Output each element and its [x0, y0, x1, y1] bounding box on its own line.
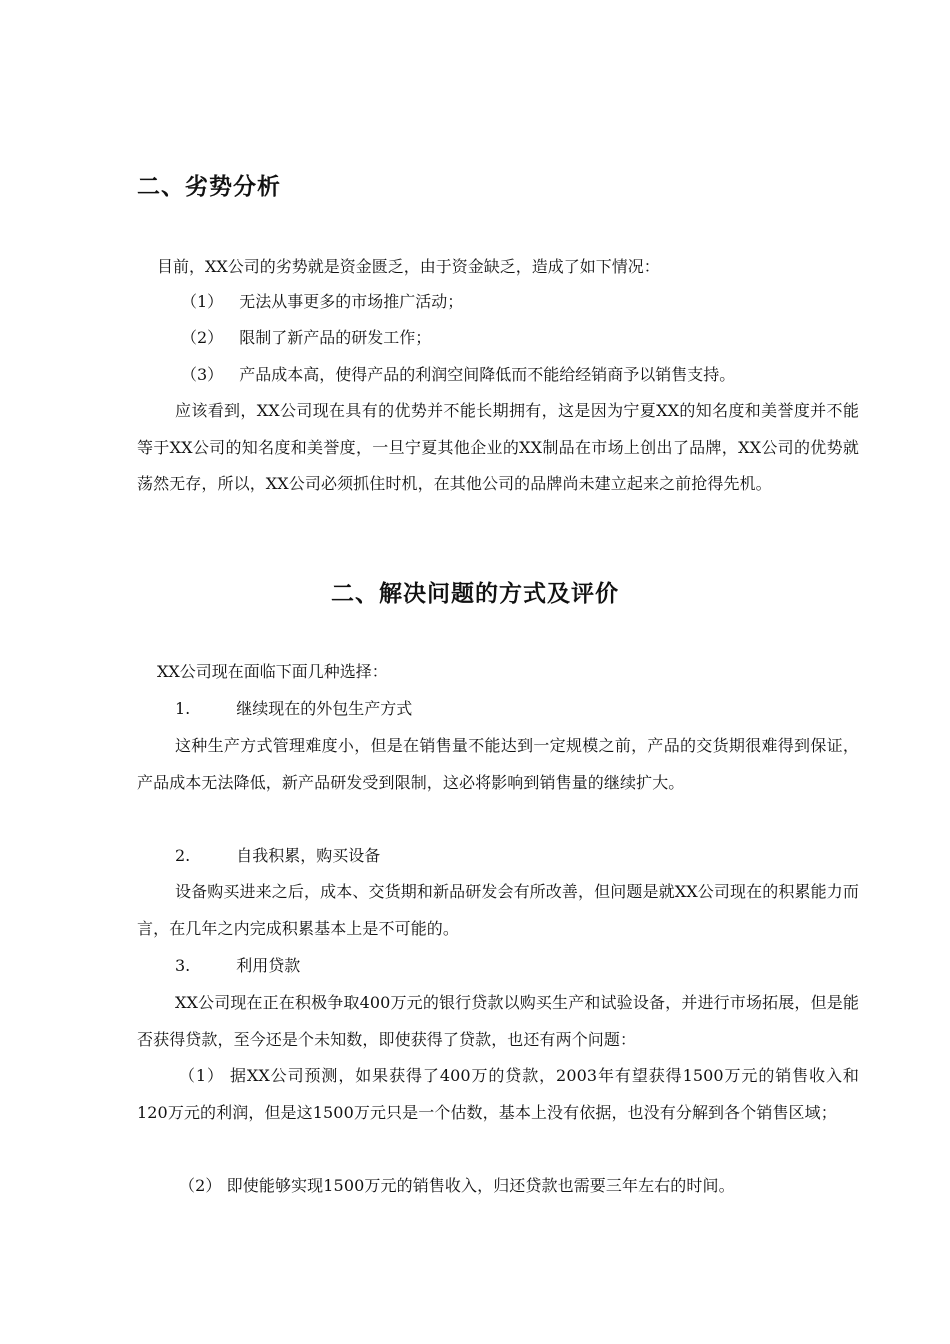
sub-item-text: 据XX公司预测，如果获得了400万的贷款，2003年有望获得1500万元的销售收入和120万元的利润，但是这1500万元只是一个估数，基本上没有依据，也没有分解到各个销售区域；: [137, 1066, 860, 1122]
option-3-description: XX公司现在正在积极争取400万元的银行贷款以购买生产和试验设备，并进行市场拓展，但是能否获得贷款，至今还是个未知数，即使获得了贷款，也还有两个问题：: [137, 993, 859, 1049]
option-number: 1.: [175, 699, 191, 718]
option-3-sub-item-1: [137, 1058, 859, 1131]
item-text: 无法从事更多的市场推广活动；: [239, 292, 464, 311]
weakness-paragraph: 应该看到，XX公司现在具有的优势并不能长期拥有，这是因为宁夏XX的知名度和美誉度并不能等于XX公司的知名度和美誉度，一旦宁夏其他企业的XX制品在市场上创出了品牌，XX公司的优势就荡然无存，所以，XX公司必须抓住时机，在其他公司的品牌尚未建立起来之前抢得先机。: [137, 401, 859, 493]
item-number: （1）: [181, 292, 224, 311]
option-3-title: [175, 954, 300, 978]
weakness-intro: 目前，XX公司的劣势就是资金匮乏，由于资金缺乏，造成了如下情况：: [157, 257, 660, 276]
item-text: 限制了新产品的研发工作；: [239, 328, 432, 347]
option-1-title: [175, 697, 412, 721]
sub-item-number: （2）: [179, 1176, 222, 1195]
section-heading-solutions: 二、解决问题的方式及评价: [331, 581, 619, 607]
option-2-title: [175, 844, 380, 868]
option-title-text: 继续现在的外包生产方式: [236, 699, 413, 718]
option-title-text: 利用贷款: [236, 956, 301, 975]
weakness-item-2: [181, 326, 431, 350]
section-heading-weakness: 二、劣势分析: [137, 174, 281, 200]
option-number: 2.: [175, 846, 191, 865]
option-3-sub-item-2: [137, 1168, 859, 1205]
weakness-item-1: [181, 290, 463, 314]
sub-item-number: （1）: [179, 1066, 224, 1085]
option-1-description: 这种生产方式管理难度小，但是在销售量不能达到一定规模之前，产品的交货期很难得到保证，产品成本无法降低，新产品研发受到限制，这必将影响到销售量的继续扩大。: [137, 736, 859, 792]
item-text: 产品成本高，使得产品的利润空间降低而不能给经销商予以销售支持。: [239, 365, 736, 384]
solutions-intro: XX公司现在面临下面几种选择：: [157, 662, 388, 681]
option-2-description: 设备购买进来之后，成本、交货期和新品研发会有所改善，但问题是就XX公司现在的积累能力而言，在几年之内完成积累基本上是不可能的。: [137, 882, 859, 938]
item-number: （3）: [181, 365, 224, 384]
item-number: （2）: [181, 328, 224, 347]
weakness-item-3: [181, 363, 735, 387]
sub-item-text: 即使能够实现1500万元的销售收入，归还贷款也需要三年左右的时间。: [226, 1176, 735, 1195]
option-title-text: 自我积累，购买设备: [236, 846, 381, 865]
option-number: 3.: [175, 956, 191, 975]
